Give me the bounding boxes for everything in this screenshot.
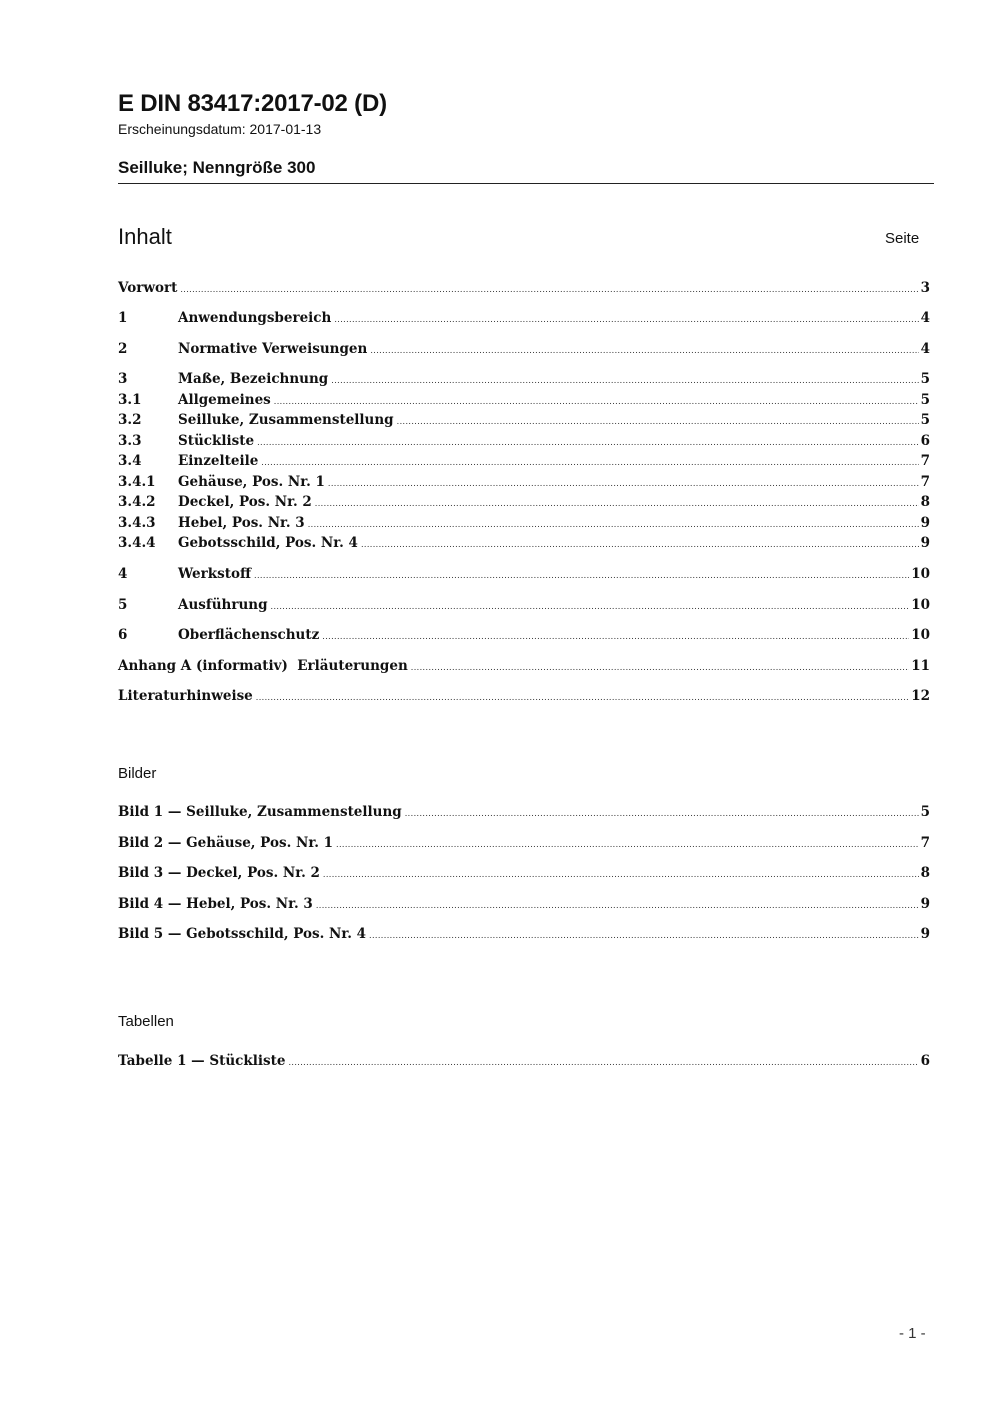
toc-entry-number: 3 bbox=[118, 371, 128, 387]
figure-entry-page: 9 bbox=[920, 926, 930, 942]
tables-heading: Tabellen bbox=[118, 1013, 174, 1030]
toc-entry-3[interactable] bbox=[118, 371, 930, 391]
toc-entry-3-4[interactable] bbox=[118, 453, 930, 473]
figure-entry-page: 9 bbox=[920, 896, 930, 912]
table-entry-title: Tabelle 1 — Stückliste bbox=[118, 1053, 286, 1069]
figure-entry-1[interactable] bbox=[118, 804, 930, 824]
document-subtitle: Seilluke; Nenngröße 300 bbox=[118, 158, 316, 177]
toc-entry-page: 8 bbox=[920, 494, 930, 510]
toc-entry-page: 9 bbox=[920, 535, 930, 551]
toc-entry-page: 4 bbox=[920, 310, 930, 326]
toc-entry-vorwort[interactable] bbox=[118, 280, 930, 300]
toc-entry-5[interactable] bbox=[118, 597, 930, 617]
toc-heading: Inhalt bbox=[118, 224, 172, 249]
toc-entry-number: 3.3 bbox=[118, 433, 142, 449]
toc-entry-page: 5 bbox=[920, 412, 930, 428]
toc-entry-title: Normative Verweisungen bbox=[178, 341, 368, 357]
toc-entry-number: 3.1 bbox=[118, 392, 142, 408]
toc-entry-title: Ausführung bbox=[178, 597, 268, 613]
figures-heading: Bilder bbox=[118, 765, 157, 782]
toc-entry-number: 6 bbox=[118, 627, 128, 643]
toc-entry-title: Einzelteile bbox=[178, 453, 259, 469]
toc-entry-4[interactable] bbox=[118, 566, 930, 586]
toc-entry-title: Gehäuse, Pos. Nr. 1 bbox=[178, 474, 325, 490]
toc-entry-title: Hebel, Pos. Nr. 3 bbox=[178, 515, 305, 531]
document-id: E DIN 83417:2017-02 (D) bbox=[118, 90, 387, 117]
toc-entry-page: 10 bbox=[911, 597, 930, 613]
toc-entry-number: 3.4.1 bbox=[118, 474, 156, 490]
toc-entry-number: 3.2 bbox=[118, 412, 142, 428]
publication-date: Erscheinungsdatum: 2017-01-13 bbox=[118, 121, 322, 137]
toc-entry-3-4-4[interactable] bbox=[118, 535, 930, 555]
toc-entry-3-2[interactable] bbox=[118, 412, 930, 432]
toc-entry-number: 2 bbox=[118, 341, 128, 357]
toc-entry-number: 3.4.2 bbox=[118, 494, 156, 510]
figure-entry-page: 7 bbox=[920, 835, 930, 851]
toc-entry-title: Deckel, Pos. Nr. 2 bbox=[178, 494, 312, 510]
toc-entry-page: 3 bbox=[920, 280, 930, 296]
table-entry-1[interactable] bbox=[118, 1053, 930, 1073]
toc-entry-page: 5 bbox=[920, 371, 930, 387]
toc-entry-title: Anwendungsbereich bbox=[178, 310, 332, 326]
toc-entry-title: Werkstoff bbox=[178, 566, 252, 582]
toc-entry-6[interactable] bbox=[118, 627, 930, 647]
toc-entry-page: 4 bbox=[920, 341, 930, 357]
toc-entry-title: Allgemeines bbox=[178, 392, 271, 408]
toc-entry-number: 3.4 bbox=[118, 453, 142, 469]
toc-entry-title: Anhang A (informativ) Erläuterungen bbox=[118, 658, 408, 674]
toc-entry-3-4-1[interactable] bbox=[118, 474, 930, 494]
figure-entry-3[interactable] bbox=[118, 865, 930, 885]
toc-entry-title: Gebotsschild, Pos. Nr. 4 bbox=[178, 535, 358, 551]
toc-entry-number: 1 bbox=[118, 310, 128, 326]
toc-entry-title: Vorwort bbox=[118, 280, 178, 296]
toc-entry-page: 10 bbox=[911, 566, 930, 582]
toc-entry-title: Maße, Bezeichnung bbox=[178, 371, 329, 387]
toc-entry-page: 7 bbox=[920, 453, 930, 469]
toc-entry-number: 3.4.3 bbox=[118, 515, 156, 531]
toc-entry-number: 4 bbox=[118, 566, 128, 582]
header-divider bbox=[118, 183, 934, 184]
figure-entry-title: Bild 1 — Seilluke, Zusammenstellung bbox=[118, 804, 402, 820]
toc-entry-title: Seilluke, Zusammenstellung bbox=[178, 412, 394, 428]
toc-entry-page: 5 bbox=[920, 392, 930, 408]
figure-entry-title: Bild 2 — Gehäuse, Pos. Nr. 1 bbox=[118, 835, 333, 851]
figure-entry-title: Bild 5 — Gebotsschild, Pos. Nr. 4 bbox=[118, 926, 367, 942]
table-entry-page: 6 bbox=[920, 1053, 930, 1069]
toc-entry-number: 5 bbox=[118, 597, 128, 613]
figure-entry-page: 8 bbox=[920, 865, 930, 881]
toc-entry-1[interactable] bbox=[118, 310, 930, 330]
toc-entry-title: Literaturhinweise bbox=[118, 688, 253, 704]
toc-entry-annex-a[interactable] bbox=[118, 658, 930, 678]
toc-entry-page: 12 bbox=[911, 688, 930, 704]
figure-entry-2[interactable] bbox=[118, 835, 930, 855]
toc-entry-number: 3.4.4 bbox=[118, 535, 156, 551]
figure-entry-title: Bild 4 — Hebel, Pos. Nr. 3 bbox=[118, 896, 313, 912]
figure-entry-5[interactable] bbox=[118, 926, 930, 946]
toc-entry-3-3[interactable] bbox=[118, 433, 930, 453]
toc-entry-page: 7 bbox=[920, 474, 930, 490]
toc-entry-3-4-2[interactable] bbox=[118, 494, 930, 514]
toc-entry-bibliography[interactable] bbox=[118, 688, 930, 708]
toc-entry-3-4-3[interactable] bbox=[118, 515, 930, 535]
toc-entry-3-1[interactable] bbox=[118, 392, 930, 412]
toc-entry-page: 10 bbox=[911, 627, 930, 643]
figure-entry-page: 5 bbox=[920, 804, 930, 820]
toc-entry-page: 6 bbox=[920, 433, 930, 449]
toc-entry-title: Stückliste bbox=[178, 433, 255, 449]
page-column-label: Seite bbox=[885, 230, 920, 247]
page-number: - 1 - bbox=[899, 1325, 926, 1342]
figure-entry-title: Bild 3 — Deckel, Pos. Nr. 2 bbox=[118, 865, 320, 881]
toc-entry-page: 11 bbox=[911, 658, 930, 674]
toc-entry-page: 9 bbox=[920, 515, 930, 531]
figure-entry-4[interactable] bbox=[118, 896, 930, 916]
toc-entry-2[interactable] bbox=[118, 341, 930, 361]
toc-entry-title: Oberflächenschutz bbox=[178, 627, 320, 643]
